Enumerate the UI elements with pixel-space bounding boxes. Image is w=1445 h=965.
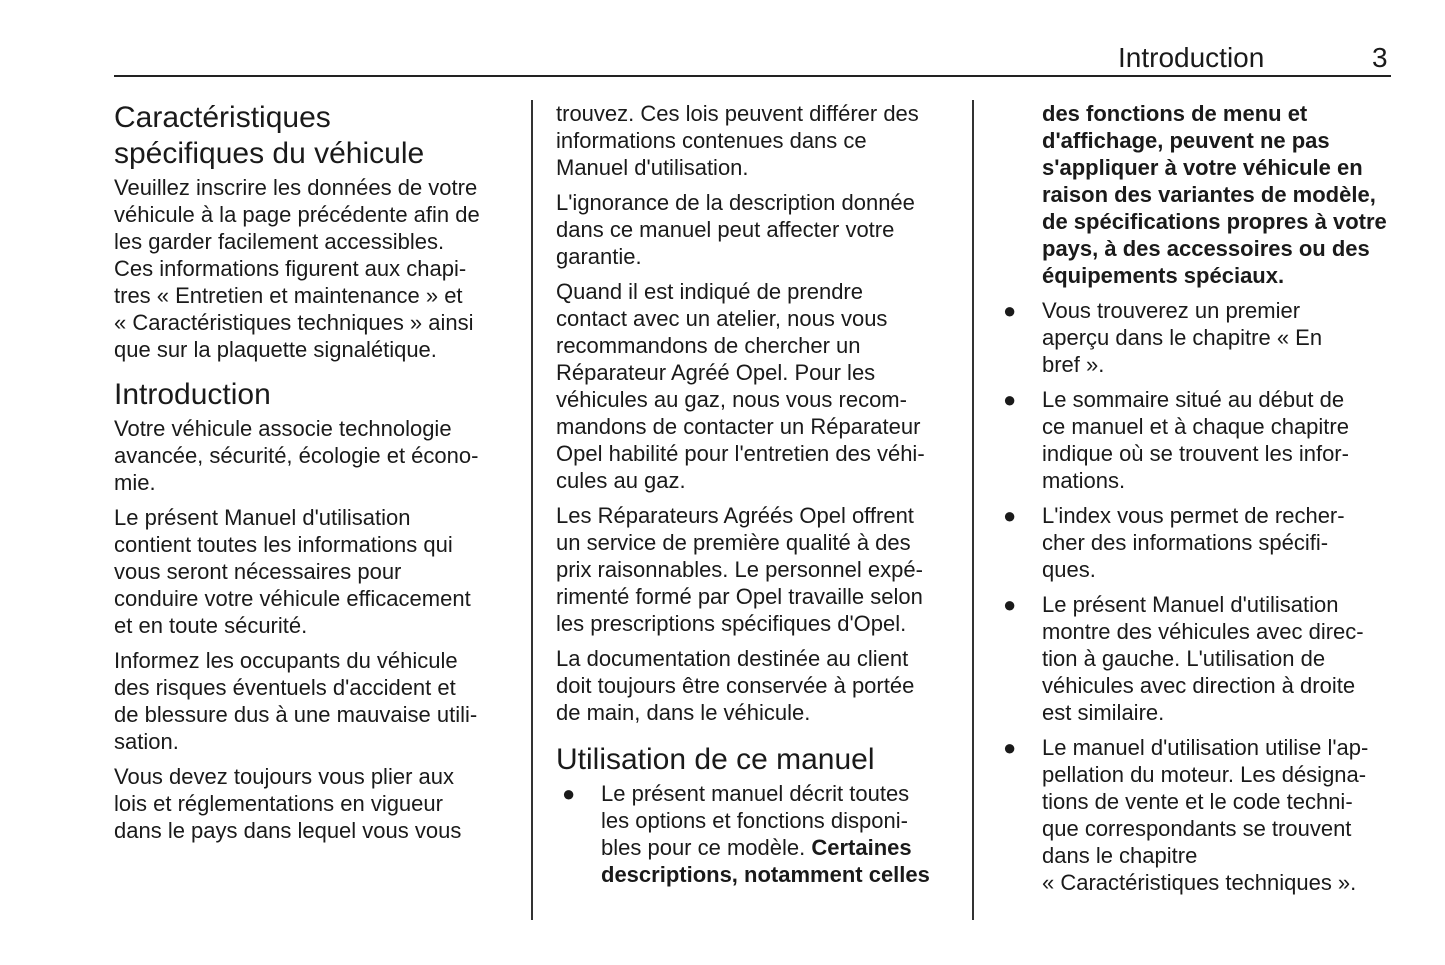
paragraph: La documentation destinée au client doit toujours être conservée à portée de main, dans le véhicule. — [556, 646, 915, 725]
paragraph: Informez les occupants du véhicule des risques éventuels d'accident et de blessure dus à une mauvaise utili- sation. — [114, 648, 478, 754]
bullet-text: Vous trouverez un premier aperçu dans le chapitre « En bref ». — [1042, 298, 1323, 377]
bullet-text: Le présent manuel décrit toutes les options et fonctions disponi- bles pour ce modèle. — [601, 781, 910, 860]
column-2 — [556, 100, 966, 896]
bullet-icon: ● — [1003, 387, 1017, 412]
bullet-icon: ● — [1003, 735, 1017, 760]
bullet-item — [997, 591, 1417, 726]
column-3 — [997, 100, 1417, 904]
heading-using-manual: Utilisation de ce manuel — [556, 743, 875, 776]
bullet-text: Le manuel d'utilisation utilise l'ap- pellation du moteur. Les désigna- tions de vente et le code techni- que correspondants se trouvent dans le chapitre « Caractéristiques techniques ». — [1042, 735, 1369, 895]
paragraph: trouvez. Ces lois peuvent différer des informations contenues dans ce Manuel d'utilisation. — [556, 101, 919, 180]
bullet-icon: ● — [1003, 503, 1017, 528]
paragraph: Quand il est indiqué de prendre contact avec un atelier, nous vous recommandons de chercher un Réparateur Agréé Opel. Pour les véhicules au gaz, nous vous recom- mandons de contacter un Réparateur Opel habilité pour l'entretien des véhi- cules au gaz. — [556, 279, 925, 493]
bullet-icon: ● — [1003, 592, 1017, 617]
bullet-item — [997, 386, 1417, 494]
bullet-item — [997, 502, 1417, 583]
bullet-text-bold: Certaines descriptions, notamment celles — [601, 835, 930, 887]
bullet-icon: ● — [562, 781, 576, 806]
column-divider — [531, 100, 533, 920]
paragraph: Les Réparateurs Agréés Opel offrent un service de première qualité à des prix raisonnables. Le personnel expé- rimenté formé par Opel travaille selon les prescriptions spécifiques d'Opel. — [556, 503, 923, 636]
paragraph: Le présent Manuel d'utilisation contient toutes les informations qui vous seront nécessaires pour conduire votre véhicule efficacement et en toute sécurité. — [114, 505, 471, 638]
paragraph: Veuillez inscrire les données de votre véhicule à la page précédente afin de les garder facilement accessibles. Ces informations figurent aux chapi- tres « Entretien et maintenance » et « Caractéristiques techniques » ainsi que sur la plaquette signalétique. — [114, 175, 480, 362]
bullet-text: Le présent Manuel d'utilisation montre des véhicules avec direc- tion à gauche. L'utilisation de véhicules avec direction à droite est similaire. — [1042, 592, 1364, 725]
bullet-icon: ● — [1003, 298, 1017, 323]
running-header-section: Introduction — [1118, 42, 1265, 73]
heading-introduction: Introduction — [114, 378, 271, 411]
heading-vehicle-specs: Caractéristiques spécifiques du véhicule — [114, 101, 425, 170]
bullet-text: Le sommaire situé au début de ce manuel et à chaque chapitre indique où se trouvent les infor- mations. — [1042, 387, 1349, 493]
bold-continuation: des fonctions de menu et d'affichage, peuvent ne pas s'appliquer à votre véhicule en raison des variantes de modèle, de spécifications propres à votre pays, à des accessoires ou des équipements spéciaux. — [1042, 101, 1387, 288]
bullet-item — [556, 780, 966, 888]
paragraph: L'ignorance de la description donnée dans ce manuel peut affecter votre garantie. — [556, 190, 915, 269]
bullet-text: L'index vous permet de recher- cher des informations spécifi- ques. — [1042, 503, 1345, 582]
header-rule — [114, 75, 1391, 77]
paragraph: Vous devez toujours vous plier aux lois et réglementations en vigueur dans le pays dans lequel vous vous — [114, 764, 462, 843]
column-1 — [114, 100, 524, 852]
paragraph: Votre véhicule associe technologie avancée, sécurité, écologie et écono- mie. — [114, 416, 479, 495]
bullet-item — [997, 297, 1417, 378]
column-divider — [972, 100, 974, 920]
bullet-item — [997, 734, 1417, 896]
page-number: 3 — [1372, 42, 1388, 73]
